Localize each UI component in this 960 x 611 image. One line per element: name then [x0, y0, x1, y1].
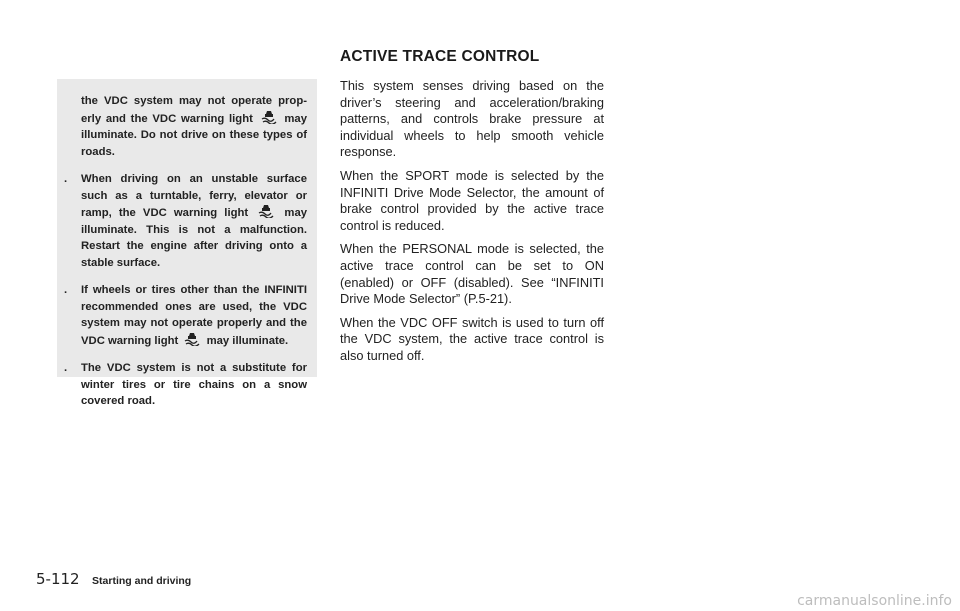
caution-paragraph: the VDC system may not operate prop- erly and the VDC warning light may illuminate. Do not drive on these types of roads.: [81, 95, 307, 158]
vdc-warning-light-icon: [257, 204, 275, 218]
caution-box: [57, 79, 317, 407]
body-paragraph: This system senses driving based on the driver’s steering and acceleration/braking patterns, and controls brake pressure at individual wheels to help smooth vehicle response.: [340, 78, 604, 160]
page-number: 5-112: [36, 570, 80, 588]
body-paragraph: When the SPORT mode is selected by the INFINITI Drive Mode Selector, the amount of brake control provided by the active trace control is reduced.: [340, 167, 604, 233]
footer-section-title: Starting and driving: [92, 575, 192, 587]
bullet-dot: .: [64, 362, 68, 374]
body-text-column: [340, 78, 604, 372]
watermark: carmanualsonline.info: [797, 593, 952, 609]
body-paragraph: When the VDC OFF switch is used to turn off the VDC system, the active trace control is also turned off.: [340, 314, 604, 363]
caution-bullet-item: . If wheels or tires other than the INFINITI recommended ones are used, the VDC system may not operate properly and the VDC warning light may illuminate.: [64, 284, 307, 347]
vdc-warning-light-icon: [183, 332, 201, 346]
vdc-warning-light-icon: [260, 110, 278, 124]
bullet-dot: .: [64, 284, 68, 296]
caution-bullet-item: . The VDC system is not a substitute for winter tires or tire chains on a snow covered road.: [64, 362, 307, 407]
body-paragraph: When the PERSONAL mode is selected, the active trace control can be set to ON (enabled) or OFF (disabled). See “INFINITI Drive Mode Selector” (P.5-21).: [340, 241, 604, 307]
bullet-dot: .: [64, 173, 68, 185]
caution-bullet-item: . When driving on an unstable surface such as a turntable, ferry, elevator or ramp, the VDC warning light may illuminate. This is not a malfunction. Restart the engine after driving onto a stable surface.: [64, 173, 308, 269]
page-footer: [36, 570, 191, 589]
section-title: ACTIVE TRACE CONTROL: [340, 48, 540, 65]
